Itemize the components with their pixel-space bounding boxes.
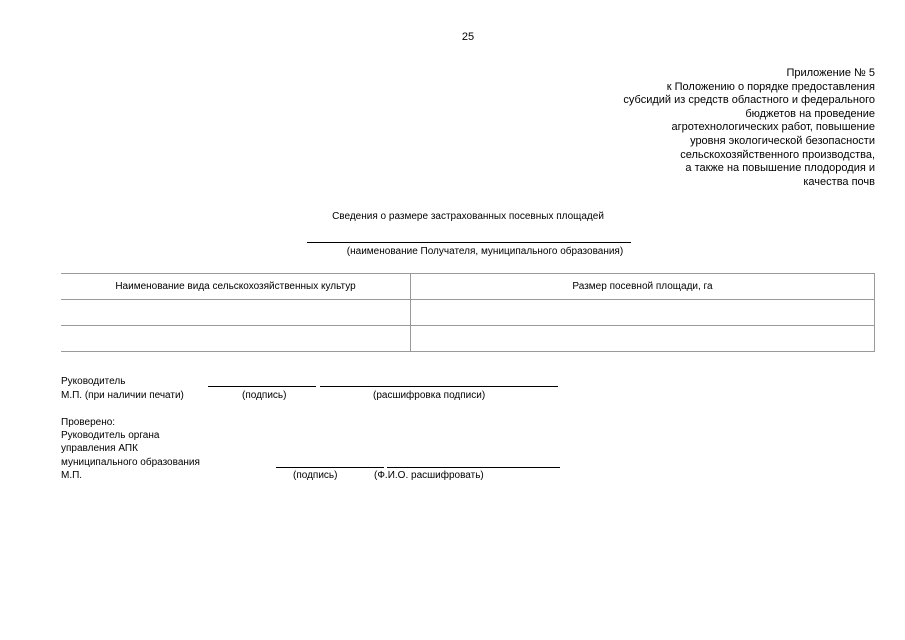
appendix-line: сельскохозяйственного производства, — [680, 148, 875, 161]
org-label-line: муниципального образования — [61, 457, 200, 468]
table-cell[interactable] — [61, 326, 411, 352]
org-label-line: управления АПК — [61, 443, 138, 454]
head-role-label: Руководитель — [61, 376, 126, 387]
head-stamp-label: М.П. (при наличии печати) — [61, 390, 184, 401]
recipient-caption: (наименование Получателя, муниципального образования) — [346, 246, 624, 257]
table-cell[interactable] — [61, 300, 411, 326]
appendix-line: а также на повышение плодородия и — [685, 162, 875, 175]
appendix-line: агротехнологических работ, повышение — [671, 121, 875, 134]
table-header-cell: Размер посевной площади, га — [411, 274, 875, 300]
document-title: Сведения о размере застрахованных посевных площадей — [332, 211, 604, 222]
table-row — [61, 300, 875, 326]
head-signature-line — [208, 386, 316, 387]
appendix-line: бюджетов на проведение — [745, 107, 875, 120]
appendix-line: субсидий из средств областного и федерального — [623, 94, 875, 107]
verify-stamp-label: М.П. — [61, 470, 83, 481]
head-decode-caption: (расшифровка подписи) — [373, 390, 486, 401]
verify-decode-line — [387, 467, 560, 468]
head-signature-caption: (подпись) — [242, 390, 287, 401]
verify-decode-caption: (Ф.И.О. расшифровать) — [374, 470, 484, 481]
appendix-line: Приложение № 5 — [786, 67, 875, 79]
appendix-header — [515, 67, 875, 189]
table-cell[interactable] — [411, 326, 875, 352]
table-cell[interactable] — [411, 300, 875, 326]
table-header-cell: Наименование вида сельскохозяйственных культур — [61, 274, 411, 300]
head-decode-line — [320, 386, 558, 387]
checked-label: Проверено: — [61, 417, 116, 428]
crop-area-table — [61, 273, 875, 352]
appendix-line: уровня экологической безопасности — [690, 134, 875, 147]
table-header-row — [61, 274, 875, 300]
org-label-line: Руководитель органа — [61, 430, 160, 441]
table-row — [61, 326, 875, 352]
page-number: 25 — [461, 31, 475, 43]
verify-signature-line — [276, 467, 384, 468]
appendix-line: к Положению о порядке предоставления — [666, 80, 875, 93]
recipient-blank-line — [307, 242, 631, 243]
appendix-line: качества почв — [803, 175, 875, 188]
verify-signature-caption: (подпись) — [293, 470, 338, 481]
